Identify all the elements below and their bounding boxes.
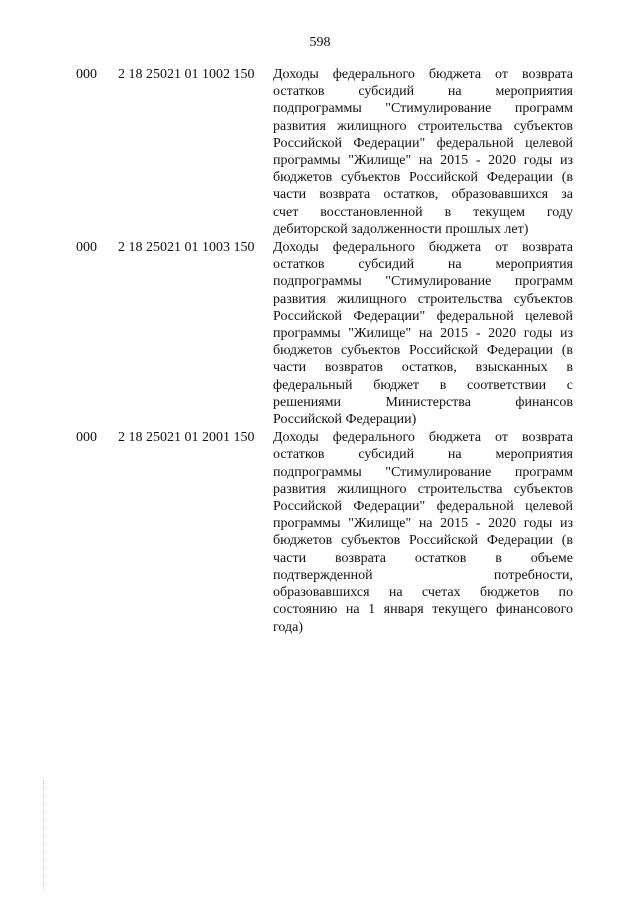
description-line: решениями Министерства финансов — [273, 394, 573, 410]
description-line: остатков субсидий на мероприятия — [273, 447, 573, 463]
description-line: Российской Федерации" федеральной целевой — [273, 135, 573, 151]
revenue-code-entry — [0, 239, 640, 428]
description-line: части возвратов остатков, взысканных в — [273, 360, 573, 376]
description-line: части возврата остатков в объеме — [273, 550, 573, 566]
description-line: бюджетов субъектов Российской Федерации (в — [273, 170, 573, 186]
description-line: Доходы федерального бюджета от возврата — [273, 430, 573, 446]
description-line: подтвержденной потребности, — [273, 567, 573, 583]
description-line: Российской Федерации" федеральной целевой — [273, 499, 573, 515]
revenue-description — [273, 429, 573, 635]
budget-classification-code: 2 18 25021 01 2001 150 — [118, 430, 255, 446]
description-line: развития жилищного строительства субъектов — [273, 481, 573, 497]
description-line: программы "Жилище" на 2015 - 2020 годы из — [273, 516, 573, 532]
revenue-description — [273, 239, 573, 428]
description-line: остатков субсидий на мероприятия — [273, 257, 573, 273]
description-line: программы "Жилище" на 2015 - 2020 годы из — [273, 153, 573, 169]
administrator-code: 000 — [76, 430, 97, 446]
description-line: программы "Жилище" на 2015 - 2020 годы из — [273, 326, 573, 342]
budget-classification-code: 2 18 25021 01 1002 150 — [118, 67, 255, 82]
description-line: Российской Федерации" федеральной целевой — [273, 308, 573, 324]
description-line: развития жилищного строительства субъектов — [273, 118, 573, 134]
revenue-code-entry — [0, 66, 640, 238]
description-line: подпрограммы "Стимулирование программ — [273, 101, 573, 117]
revenue-description — [273, 66, 573, 238]
description-line: состоянию на 1 января текущего финансового — [273, 602, 573, 618]
description-line: счет восстановленной в текущем году — [273, 204, 573, 220]
description-line: Российской Федерации) — [273, 412, 417, 428]
description-line: части возврата остатков, образовавшихся за — [273, 187, 573, 203]
description-line: дебиторской задолженности прошлых лет) — [273, 221, 529, 237]
administrator-code: 000 — [76, 240, 97, 256]
description-line: Доходы федерального бюджета от возврата — [273, 240, 573, 256]
scan-margin-rule — [43, 780, 44, 890]
description-line: года) — [273, 619, 303, 635]
revenue-code-list — [0, 66, 640, 636]
description-line: федеральный бюджет в соответствии с — [273, 377, 573, 393]
description-line: образовавшихся на счетах бюджетов по — [273, 585, 573, 601]
page-number: 598 — [309, 35, 331, 50]
description-line: подпрограммы "Стимулирование программ — [273, 464, 573, 480]
description-line: бюджетов субъектов Российской Федерации (в — [273, 533, 573, 549]
description-line: подпрограммы "Стимулирование программ — [273, 274, 573, 290]
description-line: развития жилищного строительства субъектов — [273, 291, 573, 307]
description-line: остатков субсидий на мероприятия — [273, 84, 573, 100]
description-line: бюджетов субъектов Российской Федерации (в — [273, 343, 573, 359]
administrator-code: 000 — [76, 67, 97, 82]
revenue-code-entry — [0, 429, 640, 635]
description-line: Доходы федерального бюджета от возврата — [273, 67, 573, 82]
budget-classification-code: 2 18 25021 01 1003 150 — [118, 240, 255, 256]
